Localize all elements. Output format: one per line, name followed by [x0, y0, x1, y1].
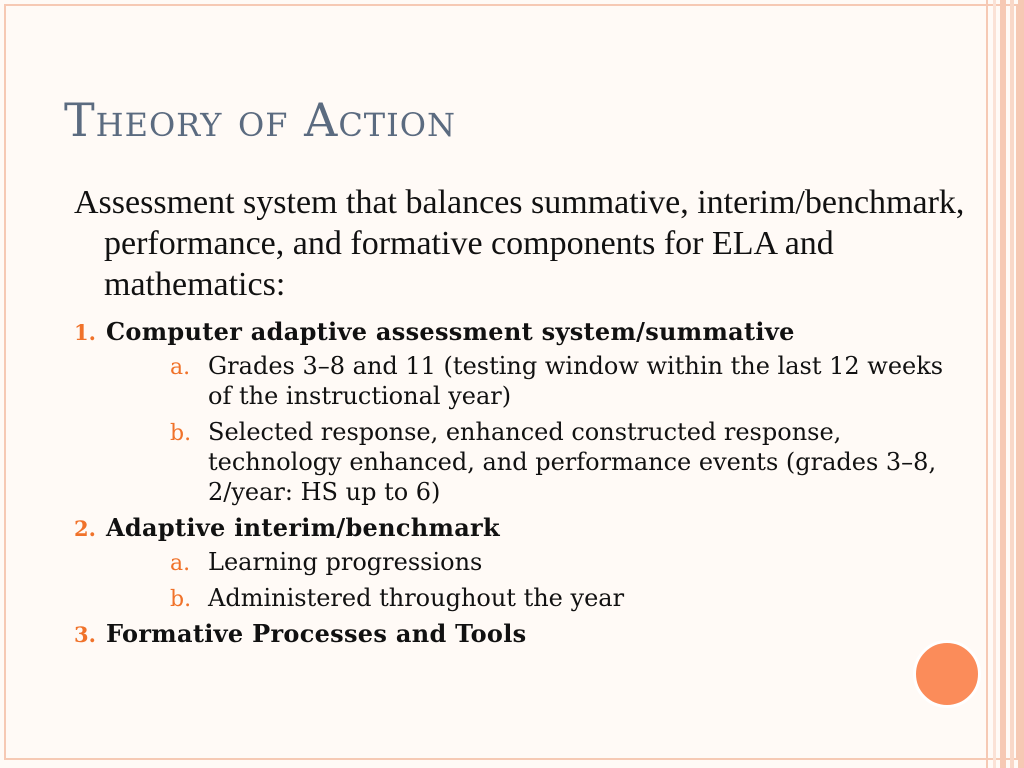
- sub-item-2a: [170, 547, 974, 577]
- stripe: [1010, 0, 1014, 768]
- sub-letter: a.: [170, 355, 191, 380]
- sub-item-1b: [170, 417, 974, 507]
- lead-paragraph: Assessment system that balances summative, interim/benchmark, performance, and formative components for ELA and mathematics:: [74, 184, 965, 303]
- sub-item-2b: [170, 583, 974, 613]
- sub-item-text: Administered throughout the year: [208, 584, 625, 612]
- list-item-2: [74, 513, 974, 543]
- list-number: 2.: [74, 516, 96, 541]
- list-item-text: Formative Processes and Tools: [106, 619, 527, 648]
- sub-letter: b.: [170, 421, 192, 446]
- slide-content: [74, 182, 974, 653]
- list-item-text: Computer adaptive assessment system/summative: [106, 317, 795, 346]
- decorative-stripes: [980, 0, 1024, 768]
- list-number: 3.: [74, 622, 96, 647]
- stripe: [993, 0, 996, 768]
- slide-title: Theory of Action: [64, 93, 457, 147]
- stripe: [1018, 0, 1024, 768]
- list-number: 1.: [74, 320, 96, 345]
- sub-item-text: Selected response, enhanced constructed response, technology enhanced, and performance events (grades 3–8, 2/year: HS up to 6): [208, 418, 937, 506]
- sub-item-1a: [170, 351, 974, 411]
- stripe: [986, 0, 988, 768]
- stripe: [1000, 0, 1006, 768]
- decorative-circle: [913, 640, 981, 708]
- sub-letter: a.: [170, 551, 191, 576]
- sub-item-text: Grades 3–8 and 11 (testing window within the last 12 weeks of the instructional year): [208, 352, 944, 410]
- list-item-3: [74, 619, 974, 649]
- list-item-1: [74, 317, 974, 347]
- sub-letter: b.: [170, 587, 192, 612]
- list-item-text: Adaptive interim/benchmark: [106, 513, 500, 542]
- sub-item-text: Learning progressions: [208, 548, 483, 576]
